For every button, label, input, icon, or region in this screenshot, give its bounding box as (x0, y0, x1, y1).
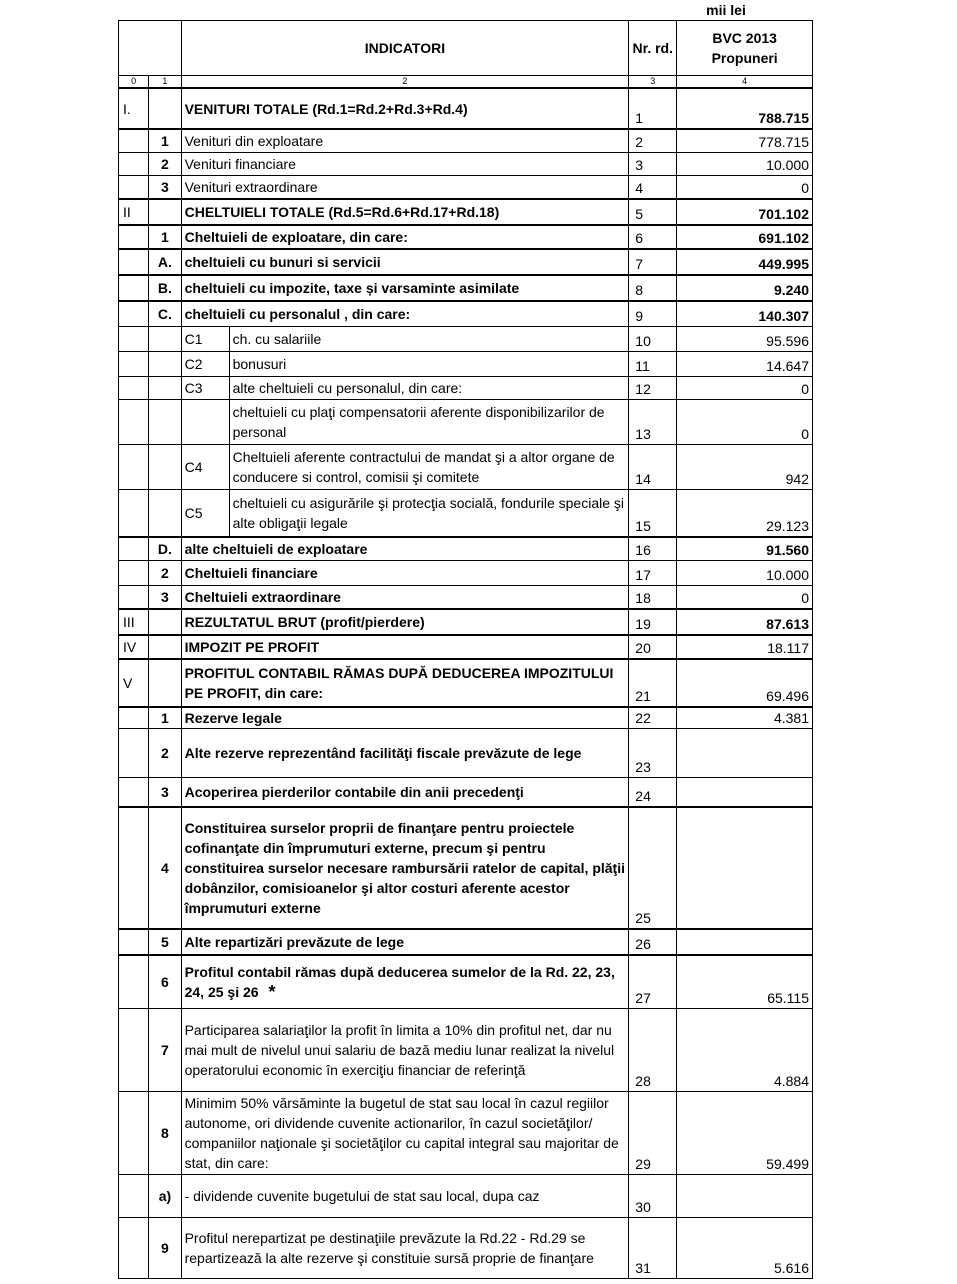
row-roman-numeral (119, 445, 149, 490)
row-nr-rd: 5 (629, 199, 677, 225)
row-number (149, 609, 181, 635)
row-nr-rd: 8 (629, 275, 677, 301)
header-blank (119, 21, 182, 76)
row-number: 3 (149, 176, 181, 200)
row-number: 3 (149, 586, 181, 610)
row-value: 91.560 (677, 537, 813, 561)
row-number: C. (149, 301, 181, 327)
row-value: 942 (677, 445, 813, 490)
row-value: 140.307 (677, 301, 813, 327)
row-roman-numeral (119, 778, 149, 808)
row-roman-numeral: III (119, 609, 149, 635)
row-nr-rd: 15 (629, 490, 677, 538)
row-number: A. (149, 249, 181, 275)
row-roman-numeral (119, 153, 149, 176)
row-number: 6 (149, 955, 181, 1009)
row-value (677, 807, 813, 929)
table-row (119, 377, 813, 400)
row-sub-code: C3 (181, 377, 229, 400)
row-roman-numeral (119, 586, 149, 610)
table-row (119, 635, 813, 659)
row-indicator-text: Cheltuieli financiare (181, 561, 629, 586)
row-indicator-text: Acoperirea pierderilor contabile din anii precedenţi (181, 778, 629, 808)
row-roman-numeral (119, 955, 149, 1009)
table-row (119, 929, 813, 955)
row-value: 449.995 (677, 249, 813, 275)
header-nr-rd: Nr. rd. (629, 21, 677, 76)
row-number: 2 (149, 153, 181, 176)
row-roman-numeral: I. (119, 88, 149, 129)
row-sub-code: C4 (181, 445, 229, 490)
row-roman-numeral (119, 929, 149, 955)
row-indicator-text: PROFITUL CONTABIL RĂMAS DUPĂ DEDUCEREA IMPOZITULUI PE PROFIT, din care: (181, 659, 629, 707)
row-roman-numeral (119, 561, 149, 586)
row-value: 69.496 (677, 659, 813, 707)
row-indicator-text: - dividende cuvenite bugetului de stat sau local, dupa caz (181, 1175, 629, 1218)
column-index-row (119, 76, 813, 89)
row-number: 7 (149, 1009, 181, 1092)
row-value: 0 (677, 586, 813, 610)
table-row (119, 199, 813, 225)
row-indicator-text: Participarea salariaţilor la profit în limita a 10% din profitul net, dar nu mai mult de nivelul unui salariu de bază mediu lunar realizat la nivelul operatorului economic în exerciţiu financiar de referinţă (181, 1009, 629, 1092)
table-row (119, 659, 813, 707)
row-roman-numeral (119, 729, 149, 778)
row-indicator-text: Venituri din exploatare (181, 129, 629, 153)
row-value: 10.000 (677, 153, 813, 176)
row-roman-numeral (119, 301, 149, 327)
row-number (149, 659, 181, 707)
row-sub-code: C1 (181, 327, 229, 352)
row-value: 18.117 (677, 635, 813, 659)
row-nr-rd: 30 (629, 1175, 677, 1218)
row-roman-numeral (119, 327, 149, 352)
row-roman-numeral: II (119, 199, 149, 225)
row-value: 691.102 (677, 225, 813, 249)
row-roman-numeral (119, 1009, 149, 1092)
row-number (149, 490, 181, 538)
row-nr-rd: 18 (629, 586, 677, 610)
row-number: 2 (149, 561, 181, 586)
col-index-1: 1 (149, 76, 181, 89)
row-indicator-text: Alte repartizări prevăzute de lege (181, 929, 629, 955)
row-nr-rd: 25 (629, 807, 677, 929)
row-nr-rd: 28 (629, 1009, 677, 1092)
row-roman-numeral (119, 176, 149, 200)
row-number: 2 (149, 729, 181, 778)
row-roman-numeral (119, 537, 149, 561)
row-nr-rd: 31 (629, 1218, 677, 1279)
row-value: 59.499 (677, 1092, 813, 1175)
table-row (119, 707, 813, 729)
row-value: 0 (677, 377, 813, 400)
row-value (677, 929, 813, 955)
row-indicator-text: Venituri extraordinare (181, 176, 629, 200)
row-value: 5.616 (677, 1218, 813, 1279)
table-row (119, 609, 813, 635)
row-sub-code: C2 (181, 352, 229, 377)
row-nr-rd: 10 (629, 327, 677, 352)
row-roman-numeral (119, 275, 149, 301)
row-nr-rd: 21 (629, 659, 677, 707)
col-index-4: 4 (677, 76, 813, 89)
row-roman-numeral (119, 377, 149, 400)
row-nr-rd: 17 (629, 561, 677, 586)
row-roman-numeral (119, 807, 149, 929)
row-number: 1 (149, 707, 181, 729)
row-indicator-text: VENITURI TOTALE (Rd.1=Rd.2+Rd.3+Rd.4) (181, 88, 629, 129)
row-nr-rd: 14 (629, 445, 677, 490)
row-value: 778.715 (677, 129, 813, 153)
row-number: 3 (149, 778, 181, 808)
row-value: 4.381 (677, 707, 813, 729)
row-number: B. (149, 275, 181, 301)
row-number (149, 352, 181, 377)
col-index-3: 3 (629, 76, 677, 89)
row-nr-rd: 2 (629, 129, 677, 153)
footnote-star: * (268, 982, 276, 1002)
row-indicator-text: Constituirea surselor proprii de finanţare pentru proiectele cofinanţate din împrumuturi externe, precum şi pentru constituirea surselor necesare rambursării ratelor de capital, plăţii dobânzilor, comisioanelor şi altor costuri aferente acestor împrumuturi externe (181, 807, 629, 929)
row-indicator-text: Profitul nerepartizat pe destinaţiile prevăzute la Rd.22 - Rd.29 se repartizează la alte rezerve şi constituie sursă proprie de finanţare (181, 1218, 629, 1279)
row-value: 0 (677, 176, 813, 200)
row-roman-numeral: IV (119, 635, 149, 659)
row-value: 9.240 (677, 275, 813, 301)
row-nr-rd: 1 (629, 88, 677, 129)
row-value: 4.884 (677, 1009, 813, 1092)
row-value: 95.596 (677, 327, 813, 352)
row-nr-rd: 23 (629, 729, 677, 778)
table-row (119, 807, 813, 929)
row-number: a) (149, 1175, 181, 1218)
row-number: 1 (149, 129, 181, 153)
row-number: D. (149, 537, 181, 561)
table-row (119, 400, 813, 445)
header-row (119, 21, 813, 76)
budget-table (118, 20, 813, 1279)
row-number (149, 327, 181, 352)
row-value (677, 729, 813, 778)
row-roman-numeral (119, 707, 149, 729)
table-row (119, 778, 813, 808)
row-indicator-text: cheltuieli cu impozite, taxe și varsaminte asimilate (181, 275, 629, 301)
table-row (119, 88, 813, 129)
table-row (119, 352, 813, 377)
row-nr-rd: 27 (629, 955, 677, 1009)
row-roman-numeral (119, 352, 149, 377)
row-value (677, 1175, 813, 1218)
row-indicator-text: Profitul contabil rămas după deducerea sumelor de la Rd. 22, 23, 24, 25 şi 26 * (181, 955, 629, 1009)
row-indicator-text: cheltuieli cu asigurările şi protecţia socială, fondurile speciale şi alte obligaţii legale (229, 490, 629, 538)
table-row (119, 561, 813, 586)
row-indicator-text: ch. cu salariile (229, 327, 629, 352)
table-row (119, 1175, 813, 1218)
table-row (119, 129, 813, 153)
row-value: 14.647 (677, 352, 813, 377)
row-sub-code: C5 (181, 490, 229, 538)
row-number (149, 88, 181, 129)
row-roman-numeral (119, 249, 149, 275)
col-index-0: 0 (119, 76, 149, 89)
row-number (149, 400, 181, 445)
table-row (119, 729, 813, 778)
row-indicator-text: IMPOZIT PE PROFIT (181, 635, 629, 659)
row-indicator-text: cheltuieli cu personalul , din care: (181, 301, 629, 327)
table-row (119, 1092, 813, 1175)
row-number: 5 (149, 929, 181, 955)
table-row (119, 586, 813, 610)
table-row (119, 225, 813, 249)
row-indicator-text: alte cheltuieli cu personalul, din care: (229, 377, 629, 400)
table-row (119, 275, 813, 301)
row-nr-rd: 16 (629, 537, 677, 561)
row-nr-rd: 6 (629, 225, 677, 249)
row-nr-rd: 19 (629, 609, 677, 635)
row-roman-numeral (119, 129, 149, 153)
row-indicator-text: Cheltuieli aferente contractului de mandat şi a altor organe de conducere si control, comisii şi comitete (229, 445, 629, 490)
row-number: 1 (149, 225, 181, 249)
col-index-2: 2 (181, 76, 629, 89)
row-nr-rd: 13 (629, 400, 677, 445)
row-indicator-text: cheltuieli cu bunuri si servicii (181, 249, 629, 275)
table-row (119, 445, 813, 490)
row-indicator-text: Venituri financiare (181, 153, 629, 176)
row-roman-numeral: V (119, 659, 149, 707)
header-indicatori: INDICATORI (181, 21, 629, 76)
row-roman-numeral (119, 490, 149, 538)
row-value: 701.102 (677, 199, 813, 225)
row-nr-rd: 24 (629, 778, 677, 808)
row-nr-rd: 11 (629, 352, 677, 377)
table-row (119, 301, 813, 327)
table-row (119, 490, 813, 538)
row-number: 4 (149, 807, 181, 929)
row-roman-numeral (119, 225, 149, 249)
row-value: 10.000 (677, 561, 813, 586)
row-number (149, 445, 181, 490)
row-value: 788.715 (677, 88, 813, 129)
row-indicator-text: Minimim 50% vărsăminte la bugetul de stat sau local în cazul regiilor autonome, ori dividende cuvenite actionarilor, în cazul societăţilor/ companiilor naţionale şi societăţilor cu capital integral sau majoritar de stat, din care: (181, 1092, 629, 1175)
row-indicator-text: cheltuieli cu plaţi compensatorii aferente disponibilizarilor de personal (229, 400, 629, 445)
row-indicator-text: REZULTATUL BRUT (profit/pierdere) (181, 609, 629, 635)
row-value: 29.123 (677, 490, 813, 538)
row-nr-rd: 7 (629, 249, 677, 275)
row-nr-rd: 22 (629, 707, 677, 729)
row-indicator-text: Cheltuieli de exploatare, din care: (181, 225, 629, 249)
row-value: 65.115 (677, 955, 813, 1009)
header-bvc: BVC 2013 Propuneri (677, 21, 813, 76)
table-row (119, 249, 813, 275)
row-roman-numeral (119, 1175, 149, 1218)
table-row (119, 153, 813, 176)
row-indicator-text: bonusuri (229, 352, 629, 377)
row-value (677, 778, 813, 808)
row-value: 0 (677, 400, 813, 445)
row-indicator-text: CHELTUIELI TOTALE (Rd.5=Rd.6+Rd.17+Rd.18) (181, 199, 629, 225)
row-number: 9 (149, 1218, 181, 1279)
unit-label: mii lei (706, 2, 746, 18)
table-row (119, 176, 813, 200)
row-indicator-text: Alte rezerve reprezentând facilităţi fiscale prevăzute de lege (181, 729, 629, 778)
row-roman-numeral (119, 400, 149, 445)
row-roman-numeral (119, 1092, 149, 1175)
row-number (149, 199, 181, 225)
row-nr-rd: 29 (629, 1092, 677, 1175)
table-row (119, 327, 813, 352)
row-nr-rd: 4 (629, 176, 677, 200)
row-sub-code (181, 400, 229, 445)
row-nr-rd: 20 (629, 635, 677, 659)
row-nr-rd: 26 (629, 929, 677, 955)
row-roman-numeral (119, 1218, 149, 1279)
row-number (149, 377, 181, 400)
row-nr-rd: 3 (629, 153, 677, 176)
table-row (119, 1218, 813, 1279)
row-number: 8 (149, 1092, 181, 1175)
row-nr-rd: 9 (629, 301, 677, 327)
row-indicator-text: Rezerve legale (181, 707, 629, 729)
table-row (119, 955, 813, 1009)
row-value: 87.613 (677, 609, 813, 635)
row-number (149, 635, 181, 659)
row-nr-rd: 12 (629, 377, 677, 400)
row-indicator-text: alte cheltuieli de exploatare (181, 537, 629, 561)
row-indicator-text: Cheltuieli extraordinare (181, 586, 629, 610)
table-row (119, 537, 813, 561)
table-row (119, 1009, 813, 1092)
